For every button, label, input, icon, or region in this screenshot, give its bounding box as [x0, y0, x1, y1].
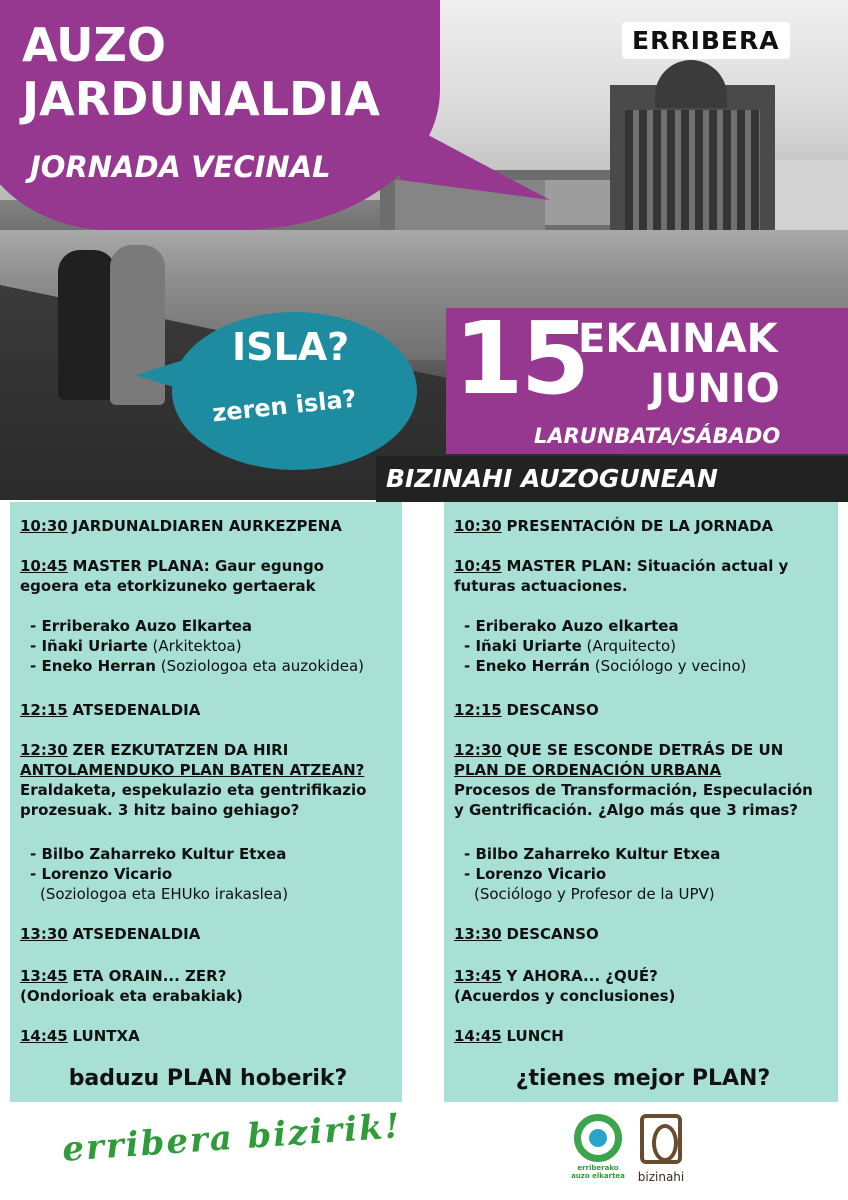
- program-item: 12:15 DESCANSO: [454, 701, 599, 719]
- leaf-ring-icon: [574, 1114, 622, 1162]
- page-title: AUZO JARDUNALDIA: [22, 18, 380, 126]
- speaker: - Iñaki Uriarte (Arquitecto): [464, 637, 677, 655]
- date-weekday: LARUNBATA/SÁBADO: [534, 424, 781, 448]
- tagline: baduzu PLAN hoberik?: [68, 1066, 348, 1091]
- speaker: - Eneko Herrán (Sociólogo y vecino): [464, 657, 747, 675]
- speaker: - Lorenzo Vicario: [464, 865, 607, 883]
- speaker: - Bilbo Zaharreko Kultur Etxea: [464, 845, 721, 863]
- speaker: - Iñaki Uriarte (Arkitektoa): [30, 637, 242, 655]
- program-item: 14:45 LUNTXA: [20, 1027, 140, 1045]
- erriberako-auzo-elkartea-logo: erriberako auzo elkartea: [568, 1112, 628, 1188]
- date-month-basque: EKAINAK: [578, 316, 778, 362]
- bizinahi-logo: bizinahi: [636, 1114, 686, 1188]
- speaker: - Erriberako Auzo Elkartea: [30, 617, 253, 635]
- speaker-role: (Soziologoa eta EHUko irakaslea): [40, 885, 289, 903]
- program-item: 10:30 PRESENTACIÓN DE LA JORNADA: [454, 517, 774, 535]
- page-subtitle: JORNADA VECINAL: [30, 150, 331, 184]
- program-item: 12:15 ATSEDENALDIA: [20, 701, 201, 719]
- program-item: 10:45 MASTER PLANA: Gaur egungo egoera eta etorkizuneko gertaerak: [20, 557, 324, 595]
- program-item: 12:30 ZER EZKUTATZEN DA HIRI ANTOLAMENDUKO PLAN BATEN ATZEAN? Eraldaketa, espekulazio eta gentrifikazio prozesuak. 3 hitz baino gehiago?: [20, 741, 367, 819]
- bubble-question: ISLA?: [232, 325, 350, 369]
- speaker: - Lorenzo Vicario: [30, 865, 173, 883]
- tagline: ¿tienes mejor PLAN?: [515, 1066, 771, 1091]
- program-spanish: [444, 502, 838, 1102]
- date-month-spanish: JUNIO: [650, 366, 780, 412]
- program-item: 13:30 DESCANSO: [454, 925, 599, 943]
- date-day: 15: [454, 300, 588, 417]
- speaker: - Bilbo Zaharreko Kultur Etxea: [30, 845, 287, 863]
- venue-label: BIZINAHI AUZOGUNEAN: [386, 464, 718, 493]
- bizinahi-mark-icon: [640, 1114, 682, 1164]
- speaker: - Eriberako Auzo elkartea: [464, 617, 679, 635]
- person-figure: [58, 250, 116, 400]
- program-item: 14:45 LUNCH: [454, 1027, 564, 1045]
- program-item: 13:30 ATSEDENALDIA: [20, 925, 201, 943]
- speaker-role: (Sociólogo y Profesor de la UPV): [474, 885, 715, 903]
- program-item: 13:45 Y AHORA... ¿QUÉ? (Acuerdos y conclusiones): [454, 967, 676, 1005]
- neighbourhood-tag: ERRIBERA: [622, 22, 790, 59]
- program-item: 12:30 QUE SE ESCONDE DETRÁS DE UN PLAN DE ORDENACIÓN URBANA Procesos de Transformación, Especulación y Gentrificación. ¿Algo más que 3 rimas?: [454, 741, 813, 819]
- program-item: 10:45 MASTER PLAN: Situación actual y futuras actuaciones.: [454, 557, 789, 595]
- speaker: - Eneko Herran (Soziologoa eta auzokidea): [30, 657, 364, 675]
- program-basque: [10, 502, 402, 1102]
- program-item: 13:45 ETA ORAIN... ZER? (Ondorioak eta erabakiak): [20, 967, 243, 1005]
- footer-slogan: erribera bizirik!: [61, 1106, 403, 1170]
- bubble-subquestion: zeren isla?: [210, 384, 358, 428]
- program-item: 10:30 JARDUNALDIAREN AURKEZPENA: [20, 517, 342, 535]
